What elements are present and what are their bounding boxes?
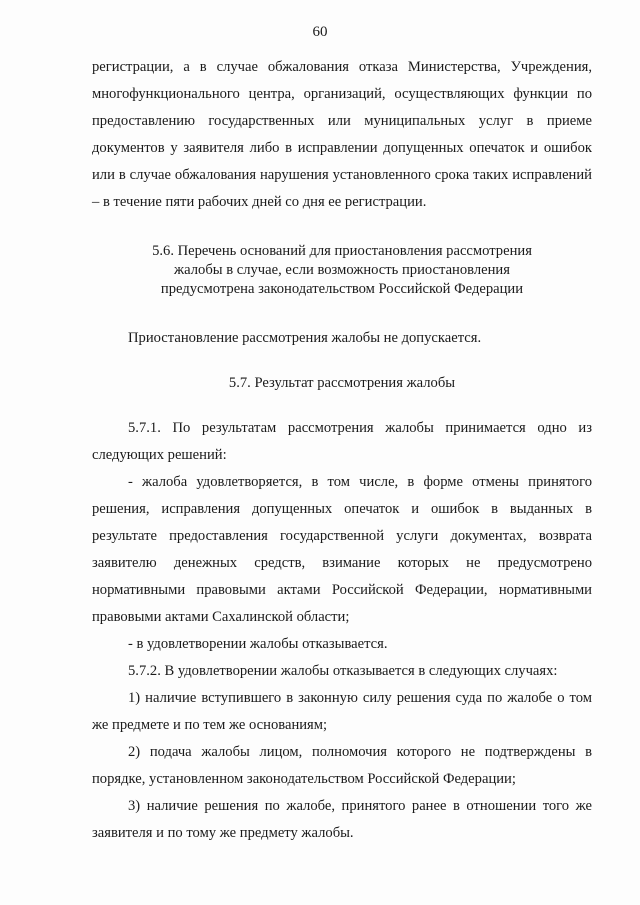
paragraph-5-7-1-refused: - в удовлетворении жалобы отказывается.	[128, 636, 388, 652]
section-5-6-heading-line-3: предусмотрена законодательством Российской Федерации	[160, 281, 524, 297]
paragraph-5-7-2: 5.7.2. В удовлетворении жалобы отказывается в следующих случаях:	[128, 663, 558, 679]
section-5-7-heading: 5.7. Результат рассмотрения жалобы	[228, 375, 456, 391]
paragraph-registration-deadline: регистрации, а в случае обжалования отказа Министерства, Учреждения, многофункционального центра, организаций, осуществляющих функции по предоставлению государственных или муниципальных услуг в приеме документов у заявителя либо в исправлении допущенных опечаток и ошибок или в случае обжалования нарушения установленного срока таких исправлений – в течение пяти рабочих дней со дня ее регистрации.	[92, 59, 592, 210]
paragraph-5-7-2-item-3: 3) наличие решения по жалобе, принятого ранее в отношении того же заявителя и по тому же предмету жалобы.	[92, 798, 592, 841]
page-number: 60	[312, 24, 328, 40]
section-5-6-heading-line-1: 5.6. Перечень оснований для приостановления рассмотрения	[152, 243, 532, 259]
spacer	[92, 393, 592, 415]
document-body	[92, 54, 592, 847]
paragraph-5-7-2-item-1: 1) наличие вступившего в законную силу решения суда по жалобе о том же предмете и по тем же основаниям;	[92, 690, 592, 733]
section-5-6-heading-line-2: жалобы в случае, если возможность приостановления	[174, 262, 510, 278]
spacer	[92, 299, 592, 325]
paragraph-5-7-1: 5.7.1. По результатам рассмотрения жалобы принимается одно из следующих решений:	[92, 420, 592, 463]
spacer	[92, 352, 592, 374]
section-5-6-heading	[92, 242, 592, 299]
paragraph-suspension-not-allowed: Приостановление рассмотрения жалобы не допускается.	[128, 330, 482, 346]
paragraph-5-7-2-item-2: 2) подача жалобы лицом, полномочия которого не подтверждены в порядке, установленном законодательством Российской Федерации;	[92, 744, 592, 787]
spacer	[92, 216, 592, 242]
paragraph-5-7-1-satisfied: - жалоба удовлетворяется, в том числе, в форме отмены принятого решения, исправления допущенных опечаток и ошибок в выданных в результате предоставления государственной услуги документах, возврата заявителю денежных средств, взимание которых не предусмотрено нормативными правовыми актами Российской Федерации, нормативными правовыми актами Сахалинской области;	[92, 474, 592, 625]
